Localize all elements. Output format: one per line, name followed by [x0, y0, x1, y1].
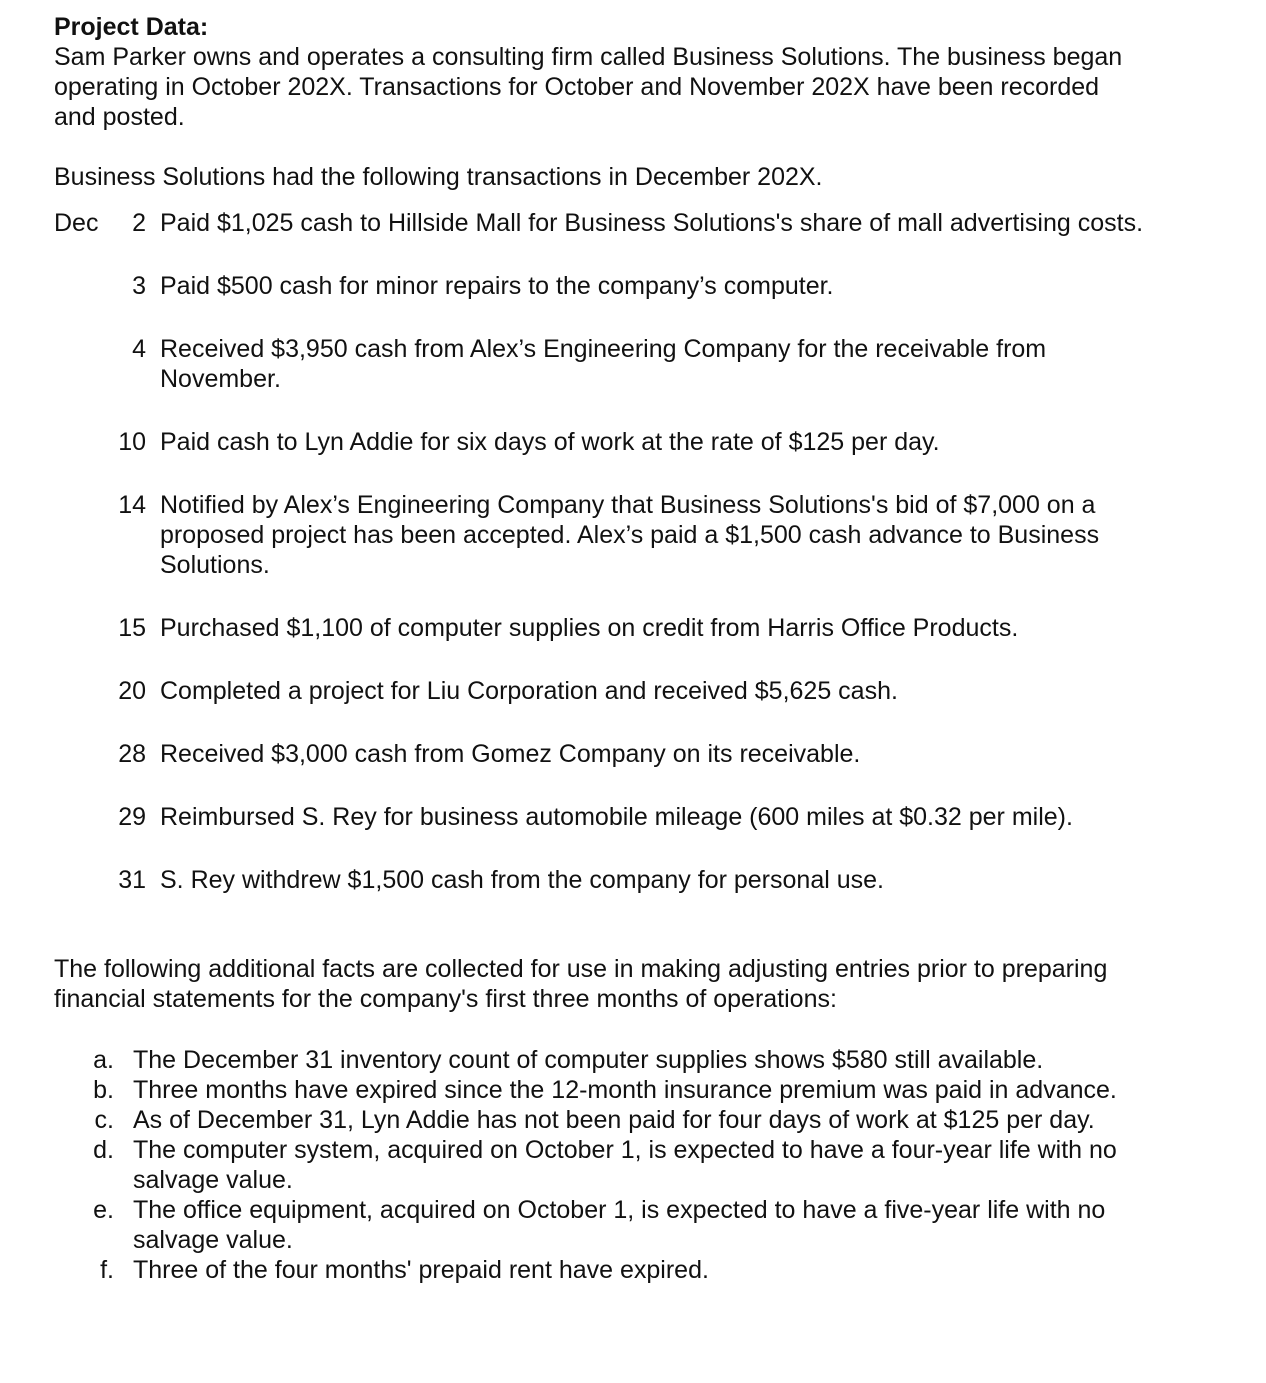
transaction-text: Reimbursed S. Rey for business automobile mileage (600 miles at $0.32 per mile).	[160, 803, 1073, 831]
transaction-day: 2	[132, 209, 146, 237]
transaction-text: S. Rey withdrew $1,500 cash from the company for personal use.	[160, 866, 884, 894]
fact-text: Three months have expired since the 12-month insurance premium was paid in advance.	[133, 1076, 1117, 1104]
fact-letter: b.	[93, 1076, 114, 1104]
page-title: Project Data:	[54, 13, 209, 41]
intro-paragraph: Sam Parker owns and operates a consulting firm called Business Solutions. The business began operating in October 202X. Transactions for October and November 202X have been recorded and posted.	[54, 43, 1123, 131]
transaction-list	[54, 208, 1204, 895]
transaction-day: 15	[118, 614, 146, 642]
transaction-day: 28	[118, 740, 146, 768]
transaction-text: Received $3,950 cash from Alex’s Engineering Company for the receivable from November.	[160, 335, 1047, 393]
fact-letter: c.	[94, 1106, 114, 1134]
transaction-item	[54, 739, 1204, 769]
fact-text: The December 31 inventory count of computer supplies shows $580 still available.	[133, 1046, 1044, 1074]
fact-letter: e.	[93, 1196, 114, 1224]
transaction-day: 4	[132, 335, 146, 363]
transaction-month: Dec	[54, 209, 99, 237]
transaction-text: Paid $1,025 cash to Hillside Mall for Business Solutions's share of mall advertising costs.	[160, 209, 1144, 237]
fact-item	[54, 1105, 1204, 1135]
document-page	[54, 12, 1204, 1285]
adjusting-facts-list	[54, 1045, 1204, 1285]
fact-text: Three of the four months' prepaid rent have expired.	[133, 1256, 709, 1284]
transaction-item	[54, 208, 1204, 238]
transaction-text: Notified by Alex’s Engineering Company that Business Solutions's bid of $7,000 on a proposed project has been accepted. Alex’s paid a $1,500 cash advance to Business Solutions.	[160, 491, 1100, 579]
fact-item	[54, 1135, 1204, 1195]
transaction-text: Received $3,000 cash from Gomez Company on its receivable.	[160, 740, 861, 768]
transaction-item	[54, 802, 1204, 832]
fact-text: As of December 31, Lyn Addie has not been paid for four days of work at $125 per day.	[133, 1106, 1095, 1134]
transaction-day: 31	[118, 866, 146, 894]
fact-item	[54, 1255, 1204, 1285]
transaction-day: 14	[118, 491, 146, 519]
transaction-day: 3	[132, 272, 146, 300]
transactions-lead: Business Solutions had the following transactions in December 202X.	[54, 163, 823, 191]
fact-item	[54, 1075, 1204, 1105]
fact-letter: d.	[93, 1136, 114, 1164]
transaction-item	[54, 334, 1204, 394]
fact-item	[54, 1195, 1204, 1255]
transaction-text: Purchased $1,100 of computer supplies on credit from Harris Office Products.	[160, 614, 1019, 642]
fact-text: The computer system, acquired on October 1, is expected to have a four-year life with no salvage value.	[133, 1136, 1117, 1194]
adjusting-facts-lead: The following additional facts are collected for use in making adjusting entries prior to preparing financial statements for the company's first three months of operations:	[54, 955, 1108, 1013]
transaction-item	[54, 427, 1204, 457]
transaction-text: Paid cash to Lyn Addie for six days of work at the rate of $125 per day.	[160, 428, 940, 456]
fact-item	[54, 1045, 1204, 1075]
fact-letter: f.	[100, 1256, 114, 1284]
transaction-item	[54, 613, 1204, 643]
fact-letter: a.	[93, 1046, 114, 1074]
transaction-day: 20	[118, 677, 146, 705]
transaction-item	[54, 271, 1204, 301]
transaction-day: 29	[118, 803, 146, 831]
transaction-item	[54, 490, 1204, 580]
transaction-text: Completed a project for Liu Corporation and received $5,625 cash.	[160, 677, 898, 705]
transaction-day: 10	[118, 428, 146, 456]
fact-text: The office equipment, acquired on October 1, is expected to have a five-year life with no salvage value.	[133, 1196, 1106, 1254]
transaction-text: Paid $500 cash for minor repairs to the company’s computer.	[160, 272, 834, 300]
transaction-item	[54, 865, 1204, 895]
transaction-item	[54, 676, 1204, 706]
